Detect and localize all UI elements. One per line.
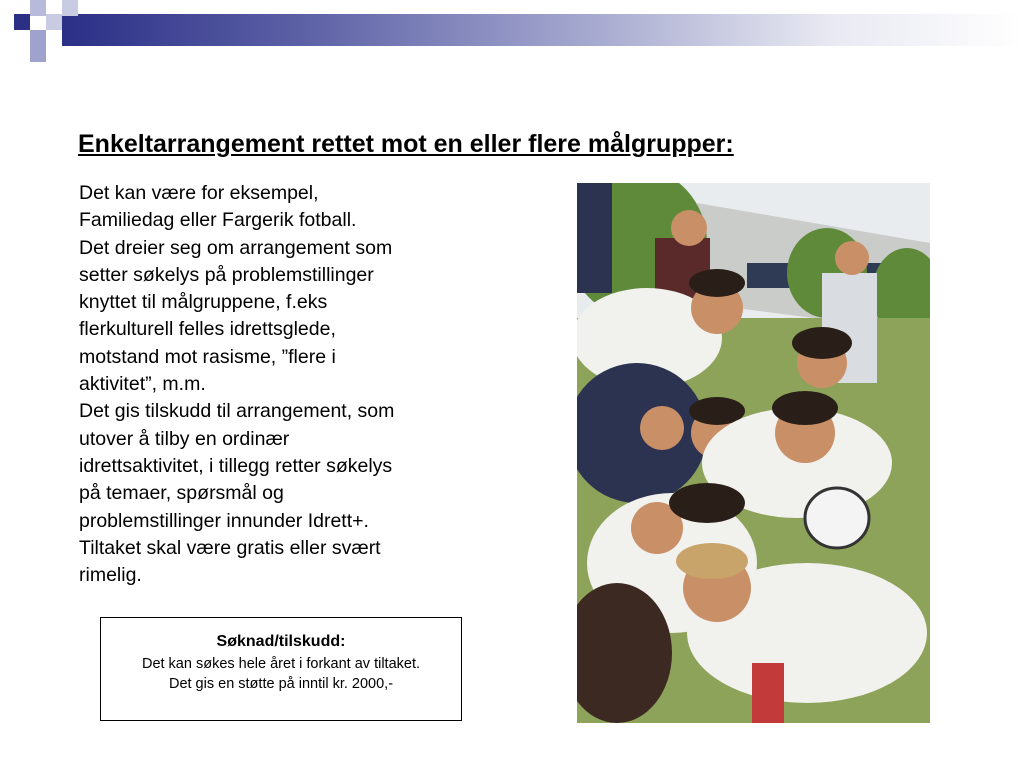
header-square xyxy=(14,14,30,30)
photo-hair xyxy=(792,327,852,359)
photo-hair xyxy=(689,269,745,297)
header-square xyxy=(46,30,62,46)
body-line: på temaer, spørsmål og xyxy=(79,482,284,505)
header-square xyxy=(62,0,78,16)
group-photo-illustration xyxy=(577,183,930,723)
body-line: Tiltaket skal være gratis eller svært xyxy=(79,536,381,559)
header-square xyxy=(46,14,62,30)
photo-face xyxy=(671,210,707,246)
body-line: utover å tilby en ordinær xyxy=(79,427,290,450)
body-line: motstand mot rasisme, ”flere i xyxy=(79,345,336,368)
photo-face xyxy=(835,241,869,275)
body-line: setter søkelys på problemstillinger xyxy=(79,263,374,286)
body-line: rimelig. xyxy=(79,564,142,587)
photo-bottle xyxy=(752,663,784,723)
body-text xyxy=(79,180,499,589)
photo-hair xyxy=(669,483,745,523)
header-square xyxy=(30,0,46,16)
photo-person-edge xyxy=(577,183,612,293)
body-line: idrettsaktivitet, i tillegg retter søkelys xyxy=(79,454,393,477)
header-decoration xyxy=(0,0,1024,64)
body-line: Det gis tilskudd til arrangement, som xyxy=(79,400,395,423)
photo-hair xyxy=(676,543,748,579)
body-line: aktivitet”, m.m. xyxy=(79,373,206,396)
photo-face xyxy=(640,406,684,450)
slide-title: Enkeltarrangement rettet mot en eller flere målgrupper: xyxy=(78,130,734,158)
body-line: Familiedag eller Fargerik fotball. xyxy=(79,209,357,232)
body-line: problemstillinger innunder Idrett+. xyxy=(79,509,369,532)
header-gradient-bar xyxy=(62,14,1024,46)
photo-hair xyxy=(772,391,838,425)
body-line: Det dreier seg om arrangement som xyxy=(79,236,393,259)
info-box-title: Søknad/tilskudd: xyxy=(216,633,346,650)
info-box-line: Det kan søkes hele året i forkant av tiltaket. xyxy=(141,656,421,672)
group-photo xyxy=(577,183,930,723)
header-square xyxy=(14,30,30,46)
photo-football xyxy=(805,488,869,548)
body-line: Det kan være for eksempel, xyxy=(79,182,319,204)
info-box-line: Det gis en støtte på inntil kr. 2000,- xyxy=(168,676,394,692)
body-line: knyttet til målgruppene, f.eks xyxy=(79,291,328,314)
header-square xyxy=(30,46,46,62)
info-box xyxy=(100,617,462,721)
header-square xyxy=(30,30,46,46)
body-line: flerkulturell felles idrettsglede, xyxy=(79,318,336,341)
